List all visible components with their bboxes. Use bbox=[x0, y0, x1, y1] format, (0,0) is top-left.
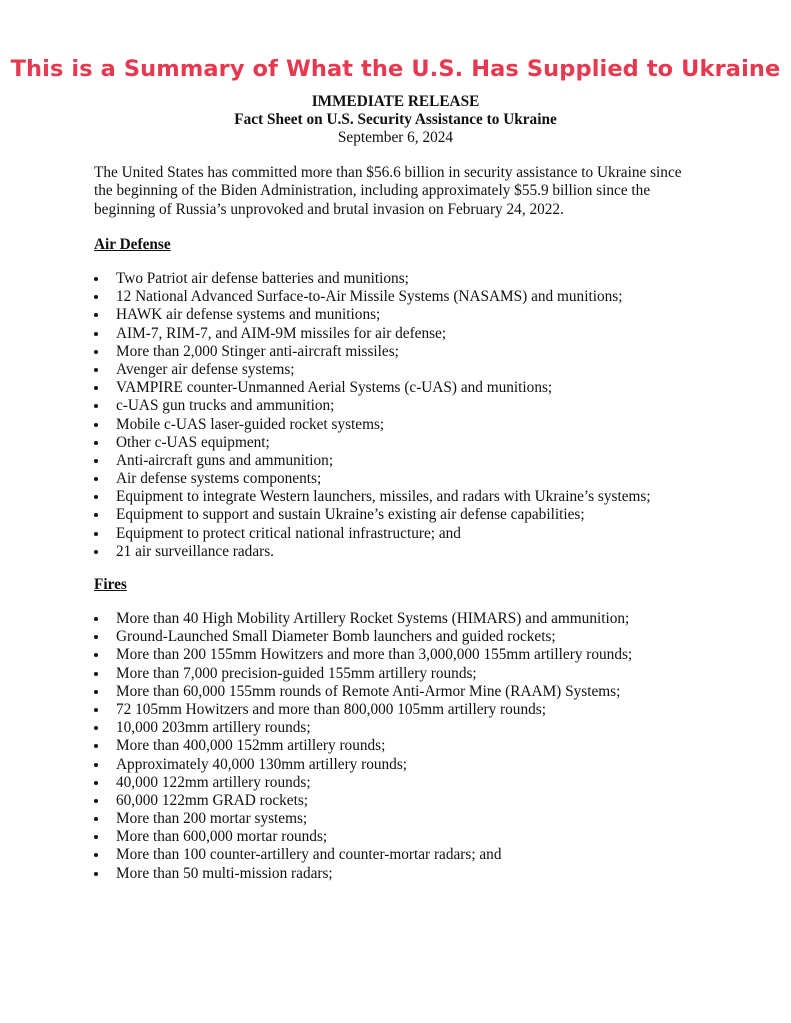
list-item: Equipment to protect critical national infrastructure; and bbox=[94, 525, 651, 543]
bullet-icon bbox=[94, 513, 98, 517]
list-item: More than 400,000 152mm artillery rounds; bbox=[94, 737, 632, 755]
bullet-icon bbox=[94, 295, 98, 299]
bullet-icon bbox=[94, 332, 98, 336]
list-item: Equipment to support and sustain Ukraine’s existing air defense capabilities; bbox=[94, 506, 651, 524]
section-heading-air-defense: Air Defense bbox=[94, 236, 171, 253]
bullet-icon bbox=[94, 459, 98, 463]
list-item: More than 50 multi-mission radars; bbox=[94, 865, 632, 883]
bullet-icon bbox=[94, 835, 98, 839]
list-item: AIM-7, RIM-7, and AIM-9M missiles for air defense; bbox=[94, 325, 651, 343]
list-item: HAWK air defense systems and munitions; bbox=[94, 306, 651, 324]
list-item: Other c-UAS equipment; bbox=[94, 434, 651, 452]
bullet-icon bbox=[94, 690, 98, 694]
intro-line: the beginning of the Biden Administration, including approximately $55.9 billion since the bbox=[94, 182, 651, 200]
intro-line: The United States has committed more than $56.6 billion in security assistance to Ukraine since bbox=[94, 164, 682, 181]
list-item: Avenger air defense systems; bbox=[94, 361, 651, 379]
document-date: September 6, 2024 bbox=[337, 129, 454, 146]
list-item: More than 600,000 mortar rounds; bbox=[94, 828, 632, 846]
bullet-icon bbox=[94, 404, 98, 408]
fires-list bbox=[94, 610, 632, 883]
bullet-icon bbox=[94, 313, 98, 317]
bullet-icon bbox=[94, 781, 98, 785]
air-defense-list bbox=[94, 270, 651, 561]
summary-banner: This is a Summary of What the U.S. Has Supplied to Ukraine bbox=[10, 56, 781, 82]
list-item: Ground-Launched Small Diameter Bomb launchers and guided rockets; bbox=[94, 628, 632, 646]
bullet-icon bbox=[94, 708, 98, 712]
list-item: c-UAS gun trucks and ammunition; bbox=[94, 397, 651, 415]
bullet-icon bbox=[94, 617, 98, 621]
list-item: Anti-aircraft guns and ammunition; bbox=[94, 452, 651, 470]
list-item: Two Patriot air defense batteries and munitions; bbox=[94, 270, 651, 288]
list-item: More than 40 High Mobility Artillery Rocket Systems (HIMARS) and ammunition; bbox=[94, 610, 632, 628]
list-item: More than 200 155mm Howitzers and more than 3,000,000 155mm artillery rounds; bbox=[94, 646, 632, 664]
bullet-icon bbox=[94, 744, 98, 748]
section-heading-fires: Fires bbox=[94, 576, 127, 593]
bullet-icon bbox=[94, 386, 98, 390]
release-label: IMMEDIATE RELEASE bbox=[311, 93, 480, 110]
list-item: 10,000 203mm artillery rounds; bbox=[94, 719, 632, 737]
bullet-icon bbox=[94, 368, 98, 372]
list-item: More than 7,000 precision-guided 155mm artillery rounds; bbox=[94, 665, 632, 683]
bullet-icon bbox=[94, 532, 98, 536]
intro-line: beginning of Russia’s unprovoked and brutal invasion on February 24, 2022. bbox=[94, 200, 564, 218]
bullet-icon bbox=[94, 763, 98, 767]
list-item: 72 105mm Howitzers and more than 800,000 105mm artillery rounds; bbox=[94, 701, 632, 719]
list-item: Equipment to integrate Western launchers, missiles, and radars with Ukraine’s systems; bbox=[94, 488, 651, 506]
bullet-icon bbox=[94, 350, 98, 354]
list-item: 40,000 122mm artillery rounds; bbox=[94, 774, 632, 792]
bullet-icon bbox=[94, 853, 98, 857]
bullet-icon bbox=[94, 495, 98, 499]
list-item: More than 2,000 Stinger anti-aircraft missiles; bbox=[94, 343, 651, 361]
bullet-icon bbox=[94, 277, 98, 281]
bullet-icon bbox=[94, 635, 98, 639]
bullet-icon bbox=[94, 726, 98, 730]
list-item: 21 air surveillance radars. bbox=[94, 543, 651, 561]
intro-paragraph bbox=[94, 164, 704, 219]
bullet-icon bbox=[94, 799, 98, 803]
bullet-icon bbox=[94, 817, 98, 821]
bullet-icon bbox=[94, 653, 98, 657]
list-item: More than 60,000 155mm rounds of Remote Anti-Armor Mine (RAAM) Systems; bbox=[94, 683, 632, 701]
list-item: 12 National Advanced Surface-to-Air Missile Systems (NASAMS) and munitions; bbox=[94, 288, 651, 306]
list-item: VAMPIRE counter-Unmanned Aerial Systems (c-UAS) and munitions; bbox=[94, 379, 651, 397]
list-item: More than 200 mortar systems; bbox=[94, 810, 632, 828]
bullet-icon bbox=[94, 872, 98, 876]
list-item: 60,000 122mm GRAD rockets; bbox=[94, 792, 632, 810]
bullet-icon bbox=[94, 672, 98, 676]
document-title: Fact Sheet on U.S. Security Assistance to Ukraine bbox=[234, 111, 557, 128]
list-item: Air defense systems components; bbox=[94, 470, 651, 488]
bullet-icon bbox=[94, 550, 98, 554]
list-item: Approximately 40,000 130mm artillery rounds; bbox=[94, 756, 632, 774]
list-item: Mobile c-UAS laser-guided rocket systems; bbox=[94, 416, 651, 434]
list-item: More than 100 counter-artillery and counter-mortar radars; and bbox=[94, 846, 632, 864]
bullet-icon bbox=[94, 477, 98, 481]
bullet-icon bbox=[94, 441, 98, 445]
bullet-icon bbox=[94, 423, 98, 427]
